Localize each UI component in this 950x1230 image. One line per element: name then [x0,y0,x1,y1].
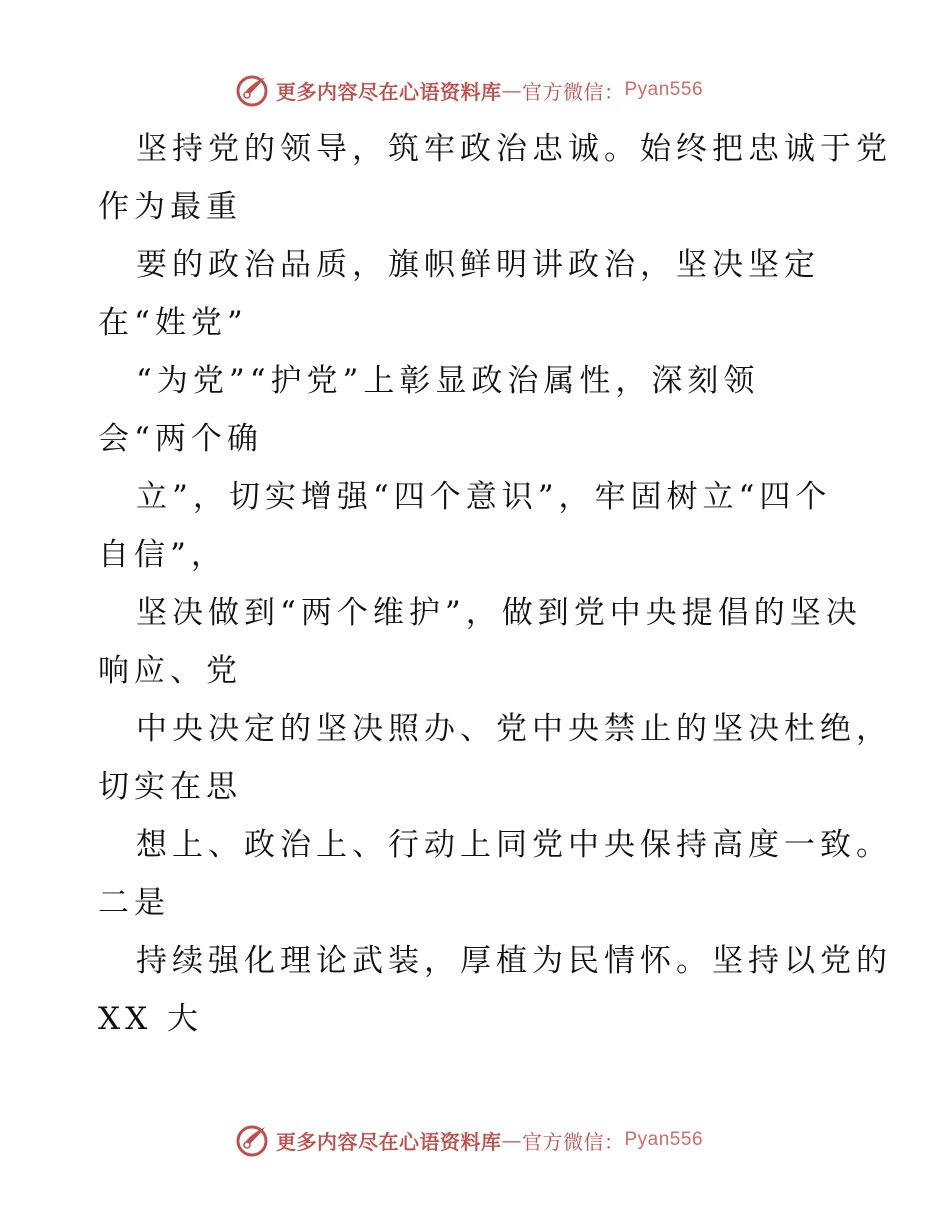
watermark-label: 更多内容尽在心语资料库 [276,79,502,104]
text-line: 二是 [98,885,170,921]
text-line: 立”，切实增强“四个意识”，牢固树立“四个 [136,479,832,515]
text-line: 会“两个确 [98,421,263,457]
footer-watermark [234,1120,703,1160]
ink-brush-logo-icon [234,72,270,108]
watermark-channel: 官方微信： [522,1129,625,1154]
watermark-handle: Pyan556 [624,79,704,100]
text-line: 自信”， [98,537,227,573]
text-line: 作为最重 [98,189,242,225]
text-line: 在“姓党” [98,305,248,341]
watermark-handle: Pyan556 [624,1129,704,1150]
document-body [98,120,892,1048]
text-line: 响应、党 [98,653,242,689]
text-line: 切实在思 [98,769,242,805]
text-line: 坚持党的领导，筑牢政治忠诚。始终把忠诚于党 [136,131,892,167]
text-line: 想上、政治上、行动上同党中央保持高度一致。 [136,827,892,863]
text-line: 坚决做到“两个维护”，做到党中央提倡的坚决 [136,595,862,631]
watermark-separator: — [501,1128,522,1152]
text-line: “为党”“护党”上彰显政治属性，深刻领 [136,363,760,399]
text-line: 持续强化理论武装，厚植为民情怀。坚持以党的 [136,943,892,979]
watermark-separator: — [501,78,522,102]
ink-brush-logo-icon [234,1122,270,1158]
header-watermark [234,70,703,110]
watermark-channel: 官方微信： [522,79,625,104]
text-line: XX 大 [98,1001,203,1037]
text-line: 要的政治品质，旗帜鲜明讲政治，坚决坚定 [136,247,820,283]
watermark-label: 更多内容尽在心语资料库 [276,1129,502,1154]
text-line: 中央决定的坚决照办、党中央禁止的坚决杜绝， [136,711,892,747]
